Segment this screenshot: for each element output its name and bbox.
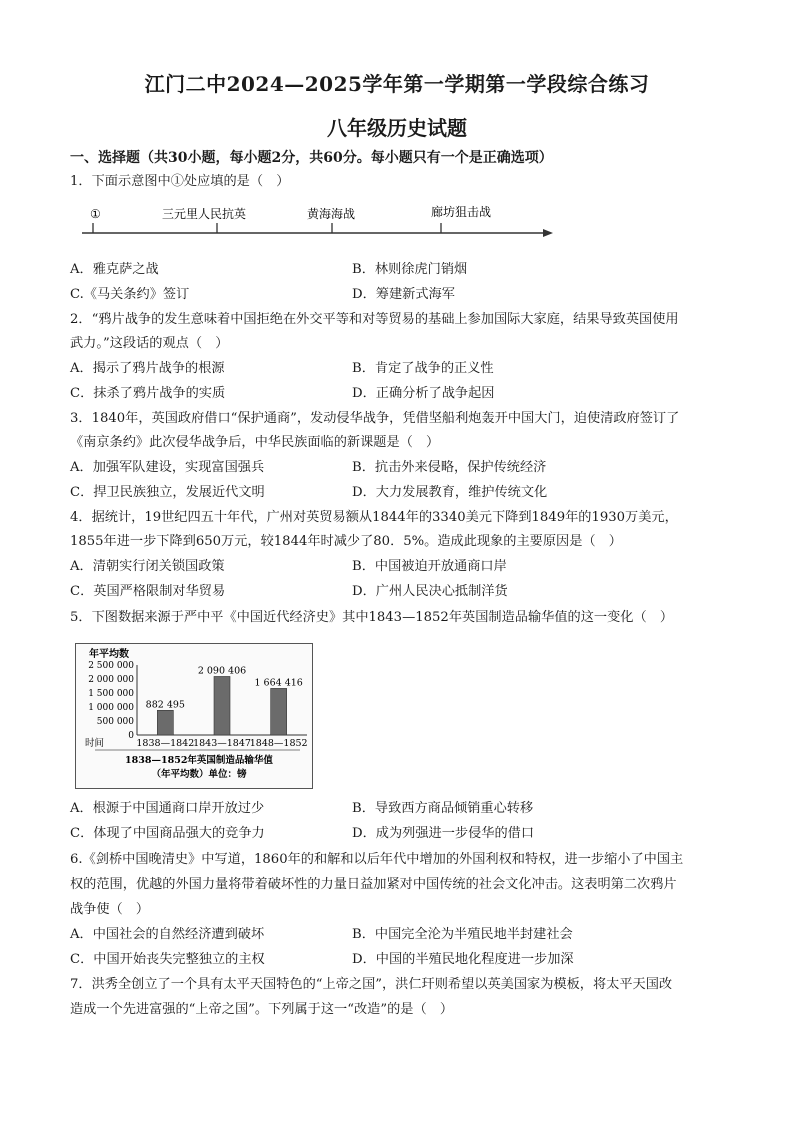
chart-x-axis-ticks <box>136 738 307 749</box>
q6-option-b: B．中国完全沦为半殖民地半封建社会 <box>352 927 573 942</box>
chart-value-label: 1 664 416 <box>254 677 303 689</box>
chart-caption-line-2: （年平均数）单位：镑 <box>151 769 247 780</box>
question-7-stem-line-2: 造成一个先进富强的“上帝之国”。下列属于这一“改造”的是（ ） <box>70 1002 454 1017</box>
chart-xtick-label: 1843—1847 <box>193 738 251 749</box>
q4-option-a: A．清朝实行闭关锁国政策 <box>70 559 225 574</box>
section-heading: 一、选择题（共30小题，每小题2分，共60分。每小题只有一个是正确选项） <box>70 150 553 166</box>
question-4-stem-line-2: 1855年进一步下降到650万元，较1844年时减少了80．5%。造成此现象的主要原因是（ ） <box>70 534 622 549</box>
page-title: 江门二中2024—2025学年第一学期第一学段综合练习 <box>144 72 650 96</box>
timeline-label-4: 廊坊狙击战 <box>431 205 492 219</box>
chart-ytick-label: 1 500 000 <box>88 689 134 699</box>
question-4-stem-line-1: 4．据统计，19世纪四五十年代，广州对英贸易额从1844年的3340美元下降到1849年的1930万美元， <box>70 510 678 525</box>
question-2-stem-line-2: 武力。”这段话的观点（ ） <box>70 336 229 351</box>
q1-option-d: D．筹建新式海军 <box>352 287 455 302</box>
bar-chart <box>75 643 313 789</box>
chart-value-label: 882 495 <box>145 699 185 711</box>
chart-bar <box>271 688 287 735</box>
chart-xtick-label: 1848—1852 <box>249 738 308 749</box>
question-3-stem-line-1: 3．1840年，英国政府借口“保护通商”，发动侵华战争，凭借坚船利炮轰开中国大门，迫使清政府签订了 <box>70 411 680 426</box>
chart-bar <box>157 710 173 735</box>
q6-option-a: A．中国社会的自然经济遭到破坏 <box>70 927 265 942</box>
q2-option-a: A．揭示了鸦片战争的根源 <box>70 361 225 376</box>
q6-option-d: D．中国的半殖民地化程度进一步加深 <box>352 952 574 967</box>
chart-ytick-label: 0 <box>128 731 134 741</box>
q3-option-d: D．大力发展教育，维护传统文化 <box>352 485 548 500</box>
timeline-label-2: 三元里人民抗英 <box>162 207 247 221</box>
q1-option-c: C.《马关条约》签订 <box>70 287 190 302</box>
chart-ylabel: 年平均数 <box>89 649 129 660</box>
chart-value-label: 2 090 406 <box>197 665 247 677</box>
timeline-label-3: 黄海海战 <box>307 207 356 221</box>
question-6-stem-line-1: 6.《剑桥中国晚清史》中写道，1860年的和解和以后年代中增加的外国利权和特权，进一步缩小了中国主 <box>70 852 684 867</box>
question-3-stem-line-2: 《南京条约》此次侵华战争后，中华民族面临的新课题是（ ） <box>70 435 440 450</box>
q4-option-d: D．广州人民决心抵制洋货 <box>352 584 508 599</box>
question-7-stem-line-1: 7．洪秀全创立了一个具有太平天国特色的“上帝之国”，洪仁玕则希望以英美国家为模板，将太平天国改 <box>70 977 673 992</box>
q2-option-c: C．抹杀了鸦片战争的实质 <box>70 386 226 401</box>
timeline-diagram <box>78 198 558 248</box>
q5-option-a: A．根源于中国通商口岸开放过少 <box>70 801 265 816</box>
page-subtitle: 八年级历史试题 <box>327 116 467 140</box>
chart-xtick-label: 1838—1842 <box>136 738 195 749</box>
q5-option-b: B．导致西方商品倾销重心转移 <box>352 801 534 816</box>
q1-option-a: A．雅克萨之战 <box>70 262 159 277</box>
chart-ytick-label: 2 000 000 <box>88 675 134 685</box>
question-1-stem: 1．下面示意图中①处应填的是（ ） <box>70 174 290 189</box>
chart-bar <box>214 676 230 735</box>
q2-option-d: D．正确分析了战争起因 <box>352 386 495 401</box>
q3-option-c: C．捍卫民族独立，发展近代文明 <box>70 485 265 500</box>
q5-option-c: C．体现了中国商品强大的竞争力 <box>70 826 265 841</box>
chart-ytick-label: 1 000 000 <box>88 703 134 713</box>
chart-caption-line-1: 1838—1852年英国制造品输华值 <box>125 755 273 766</box>
q5-option-d: D．成为列强进一步侵华的借口 <box>352 826 535 841</box>
timeline-arrow <box>543 229 553 237</box>
q2-option-b: B．肯定了战争的正义性 <box>352 361 494 376</box>
question-5-stem: 5．下图数据来源于严中平《中国近代经济史》其中1843—1852年英国制造品输华值的这一变化（ ） <box>70 610 674 625</box>
timeline-label-1: ① <box>90 207 101 221</box>
q3-option-a: A．加强军队建设，实现富国强兵 <box>70 460 265 475</box>
q6-option-c: C．中国开始丧失完整独立的主权 <box>70 952 265 967</box>
q4-option-c: C．英国严格限制对华贸易 <box>70 584 226 599</box>
q4-option-b: B．中国被迫开放通商口岸 <box>352 559 507 574</box>
q1-option-b: B．林则徐虎门销烟 <box>352 262 468 277</box>
q3-option-b: B．抗击外来侵略，保护传统经济 <box>352 460 547 475</box>
chart-ytick-label: 2 500 000 <box>88 661 134 671</box>
question-6-stem-line-2: 权的范围，优越的外国力量将带着破坏性的力量日益加紧对中国传统的社会文化冲击。这表明第二次鸦片 <box>70 877 677 892</box>
chart-ytick-label: 500 000 <box>96 717 134 727</box>
question-6-stem-line-3: 战争使（ ） <box>70 902 150 917</box>
chart-xlabel: 时间 <box>85 738 105 749</box>
question-2-stem-line-1: 2．“鸦片战争的发生意味着中国拒绝在外交平等和对等贸易的基础上参加国际大家庭，结果导致英国使用 <box>70 312 679 327</box>
